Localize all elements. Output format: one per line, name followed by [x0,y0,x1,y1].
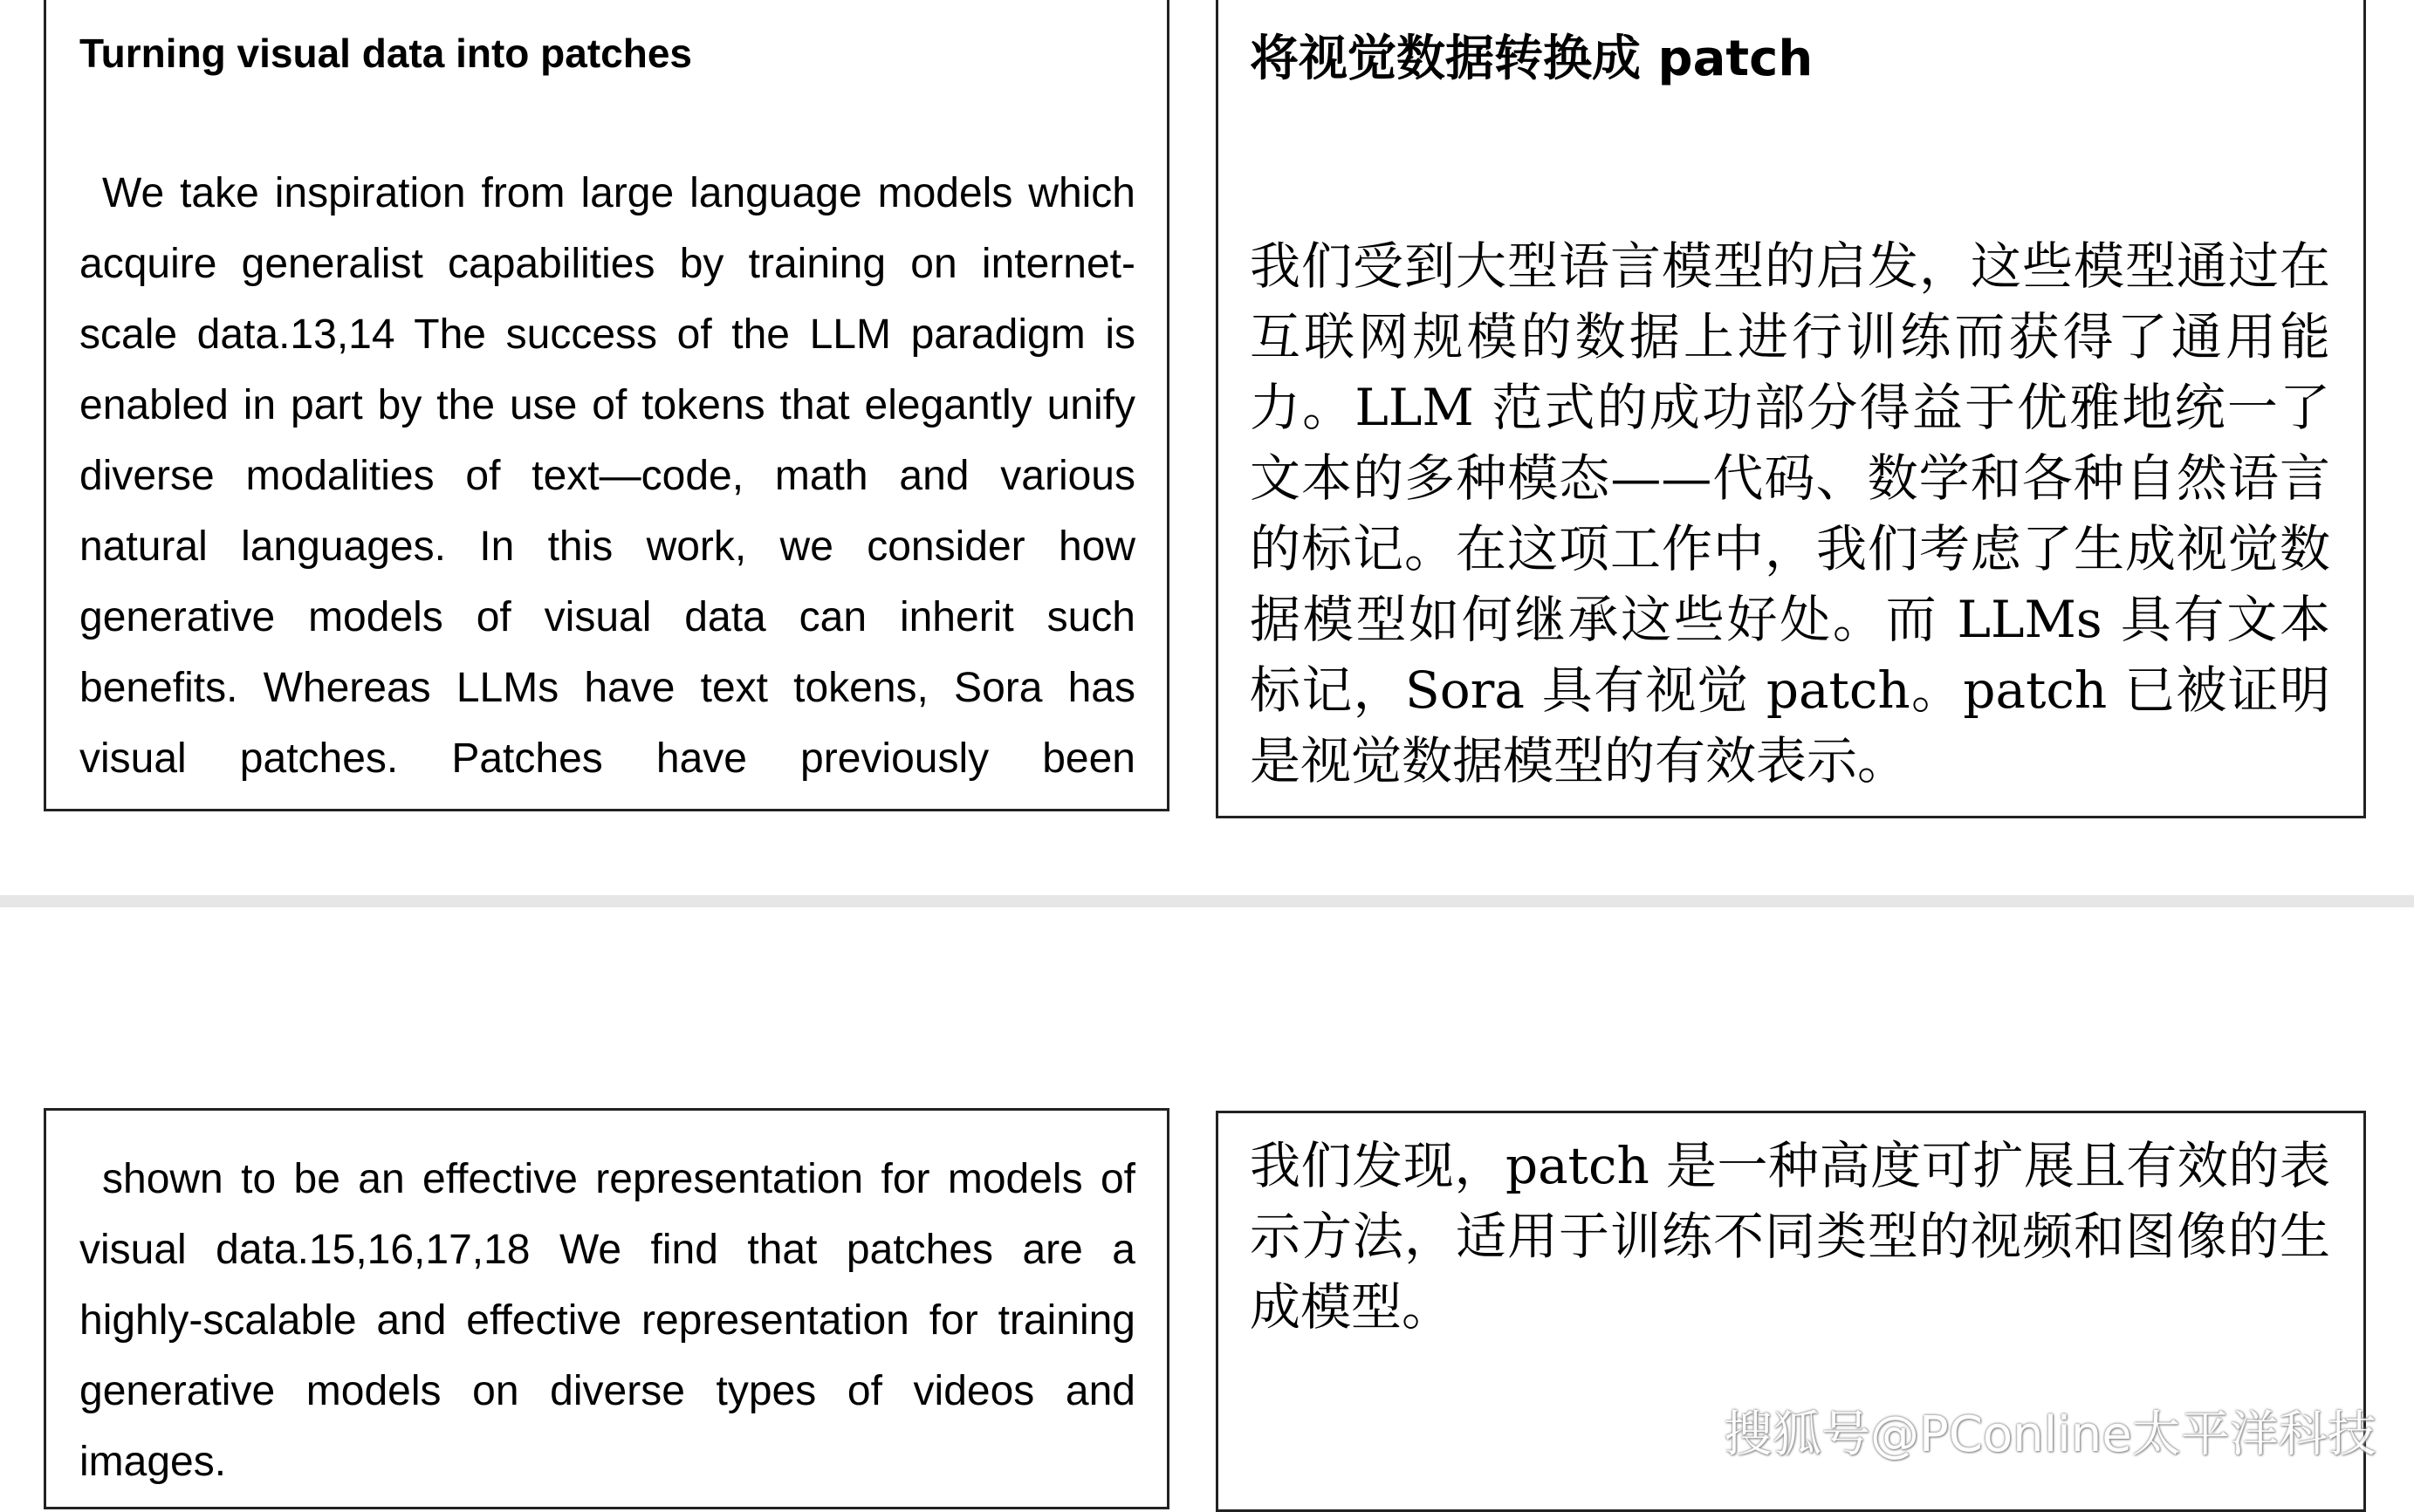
english-text-box-top [44,0,1169,811]
watermark: 搜狐号@PConline太平洋科技 [1724,1406,2376,1463]
english-paragraph-top: We take inspiration from large language models which acquire generalist capabilities by training on internet-scale data.13,14 The success of the LLM paradigm is enabled in part by the use of tokens that elegantly unify diverse modalities of text—code, math and various natural languages. In this work, we consider how generative models of visual data can inherit such benefits. Whereas LLMs have text tokens, Sora has visual patches. Patches have previously been [79,170,1135,782]
chinese-text-box-top [1216,0,2366,818]
english-text-box-bottom [44,1108,1169,1509]
english-paragraph-bottom: shown to be an effective representation for models of visual data.15,16,17,18 We find that patches are a highly-scalable and effective representation for training generative models on diverse types of videos and images. [79,1156,1135,1485]
chinese-paragraph-top: 我们受到大型语言模型的启发，这些模型通过在互联网规模的数据上进行训练而获得了通用能力。LLM 范式的成功部分得益于优雅地统一了文本的多种模态——代码、数学和各种自然语言的标记。在这项工作中，我们考虑了生成视觉数据模型如何继承这些好处。而 LLMs 具有文本标记，Sora 具有视觉 patch。patch 已被证明是视觉数据模型的有效表示。 [1250,236,2330,790]
english-section-title: Turning visual data into patches [79,31,693,76]
chinese-section-title: 将视觉数据转换成 patch [1250,31,1814,87]
page-divider [0,895,2414,907]
chinese-paragraph-bottom: 我们发现，patch 是一种高度可扩展且有效的表示方法，适用于训练不同类型的视频和图像的生成模型。 [1250,1136,2330,1337]
